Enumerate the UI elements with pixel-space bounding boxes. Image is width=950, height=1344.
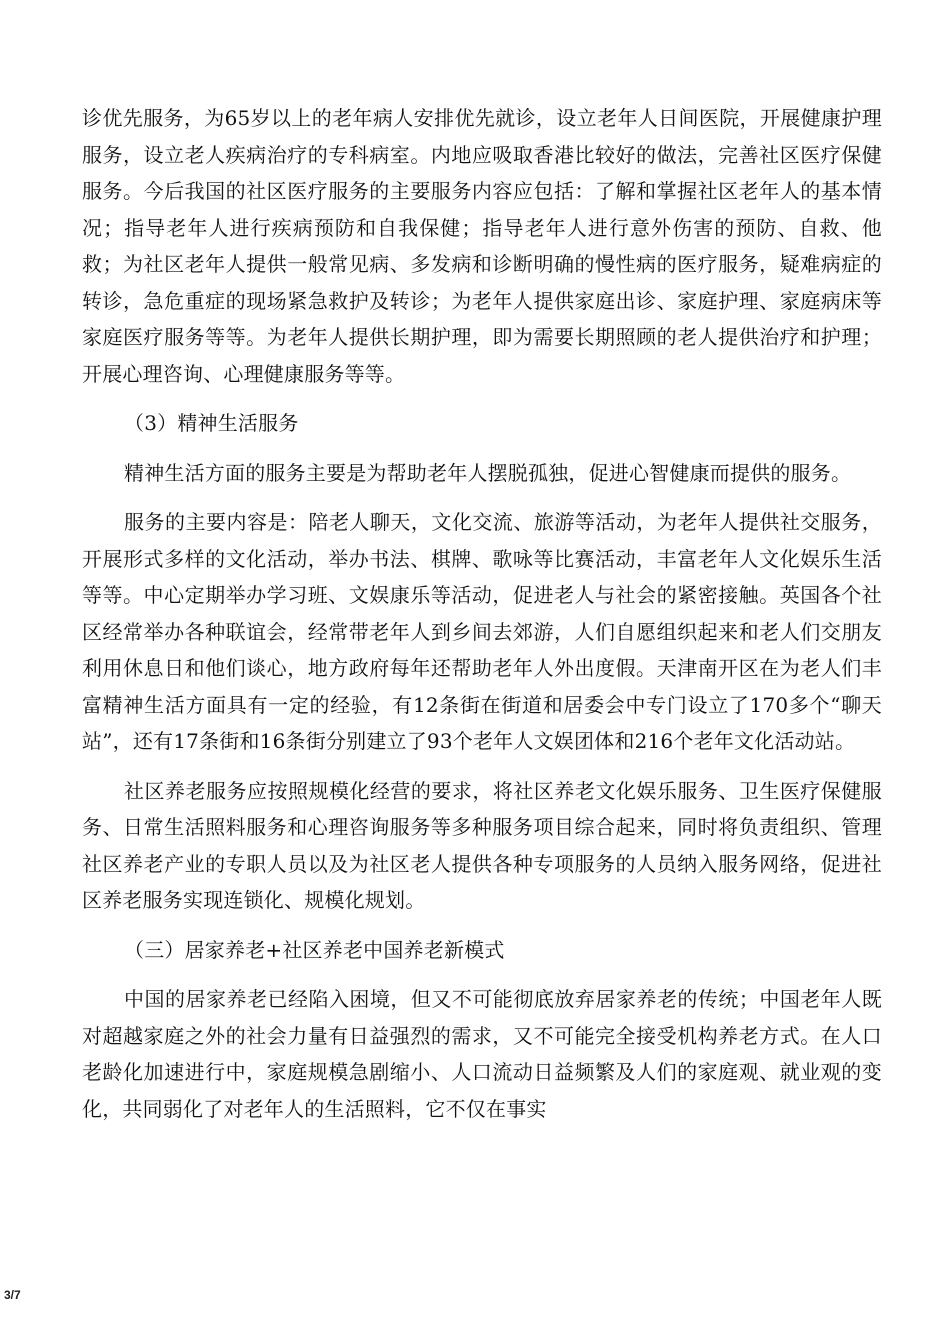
paragraph-spiritual-life-intro: 精神生活方面的服务主要是为帮助老年人摆脱孤独，促进心智健康而提供的服务。 bbox=[124, 460, 852, 485]
paragraph-medical-services: 诊优先服务，为65岁以上的老年病人安排优先就诊，设立老年人日间医院，开展健康护理服务，设立老人疾病治疗的专科病室。内地应吸取香港比较好的做法，完善社区医疗保健服务。今后我国的社区医疗服务的主要服务内容应包括：了解和掌握社区老年人的基本情况；指导老年人进行疾病预防和自我保健；指导老年人进行意外伤害的预防、自救、他救；为社区老年人提供一般常见病、多发病和诊断明确的慢性病的医疗服务，疑难病症的转诊，急危重症的现场紧急救护及转诊；为老年人提供家庭出诊、家庭护理、家庭病床等家庭医疗服务等等。为老年人提供长期护理，即为需要长期照顾的老人提供治疗和护理；开展心理咨询、心理健康服务等等。 bbox=[82, 106, 882, 386]
section-heading-spiritual-life: （3）精神生活服务 bbox=[124, 411, 299, 435]
paragraph-scale-operation: 社区养老服务应按照规模化经营的要求，将社区养老文化娱乐服务、卫生医疗保健服务、日常生活照料服务和心理咨询服务等多种服务项目综合起来，同时将负责组织、管理社区养老产业的专职人员以及为社区老人提供各种专项服务的人员纳入服务网络，促进社区养老服务实现连锁化、规模化规划。 bbox=[82, 778, 882, 912]
section-heading-new-model: （三）居家养老+社区养老中国养老新模式 bbox=[124, 937, 505, 962]
paragraph-home-care-dilemma: 中国的居家养老已经陷入困境，但又不可能彻底放弃居家养老的传统；中国老年人既对超越家庭之外的社会力量有日益强烈的需求，又不可能完全接受机构养老方式。在人口老龄化加速进行中，家庭规模急剧缩小、人口流动日益频繁及人们的家庭观、就业观的变化，共同弱化了对老年人的生活照料，它不仅在事实 bbox=[82, 987, 882, 1121]
paragraph-service-content: 服务的主要内容是：陪老人聊天，文化交流、旅游等活动，为老年人提供社交服务，开展形式多样的文化活动，举办书法、棋牌、歌咏等比赛活动，丰富老年人文化娱乐生活等等。中心定期举办学习班、文娱康乐等活动，促进老人与社会的紧密接触。英国各个社区经常举办各种联谊会，经常带老年人到乡间去郊游，人们自愿组织起来和老人们交朋友利用休息日和他们谈心，地方政府每年还帮助老年人外出度假。天津南开区在为老人们丰富精神生活方面具有一定的经验，有12条街在街道和居委会中专门设立了170多个“聊天站”，还有17条街和16条街分别建立了93个老年人文娱团体和216个老年文化活动站。 bbox=[82, 510, 882, 753]
page-number: 3/7 bbox=[4, 1288, 21, 1302]
document-body bbox=[82, 100, 882, 1127]
